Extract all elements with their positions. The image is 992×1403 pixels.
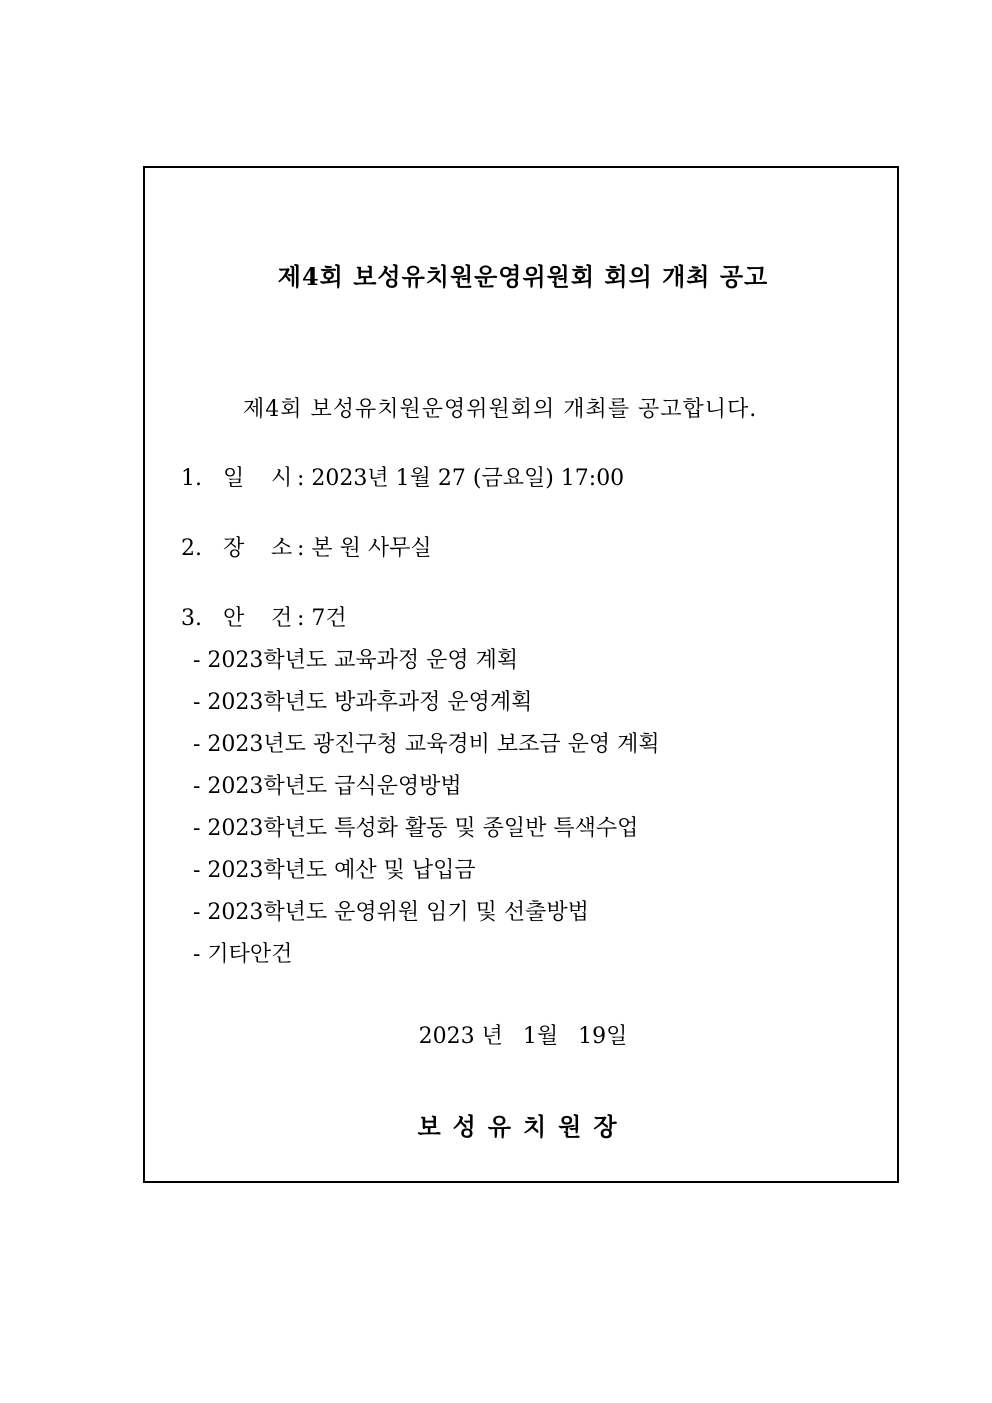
agenda-item: - 2023학년도 방과후과정 운영계획 <box>193 690 533 715</box>
agenda-item: - 2023년도 광진구청 교육경비 보조금 운영 계획 <box>193 732 660 757</box>
item-number: 3. <box>181 606 202 631</box>
date-day: 19일 <box>578 1024 628 1049</box>
notice-title: 제4회 보성유치원운영위원회 회의 개최 공고 <box>277 262 769 291</box>
item-number: 2. <box>181 536 202 561</box>
item-value: : 2023년 1월 27 (금요일) 17:00 <box>297 466 625 491</box>
agenda-item: - 2023학년도 예산 및 납입금 <box>193 858 476 883</box>
date-year: 2023 년 <box>418 1024 503 1049</box>
agenda-item: - 2023학년도 특성화 활동 및 종일반 특색수업 <box>193 816 639 841</box>
item-key-part: 건 <box>271 606 293 631</box>
notice-intro: 제4회 보성유치원운영위원회의 개최를 공고합니다. <box>243 397 758 422</box>
item-datetime <box>181 465 624 493</box>
date-month: 1월 <box>522 1024 559 1049</box>
notice-frame <box>143 166 899 1183</box>
agenda-item: - 2023학년도 운영위원 임기 및 선출방법 <box>193 900 589 925</box>
agenda-item: - 2023학년도 급식운영방법 <box>193 774 462 799</box>
item-value: : 본 원 사무실 <box>297 536 432 561</box>
item-number: 1. <box>181 466 202 491</box>
item-location <box>181 535 432 563</box>
notice-date <box>145 1023 901 1051</box>
item-key-part: 일 <box>223 466 245 491</box>
item-value: : 7건 <box>297 606 347 631</box>
item-key-part: 안 <box>223 606 245 631</box>
agenda-item: - 기타안건 <box>193 942 293 967</box>
item-agenda <box>181 605 347 633</box>
item-key-part: 시 <box>271 466 293 491</box>
item-key-part: 장 <box>223 536 245 561</box>
item-key-part: 소 <box>271 536 293 561</box>
agenda-item: - 2023학년도 교육과정 운영 계획 <box>193 648 519 673</box>
notice-signer: 보성유치원장 <box>417 1112 629 1141</box>
